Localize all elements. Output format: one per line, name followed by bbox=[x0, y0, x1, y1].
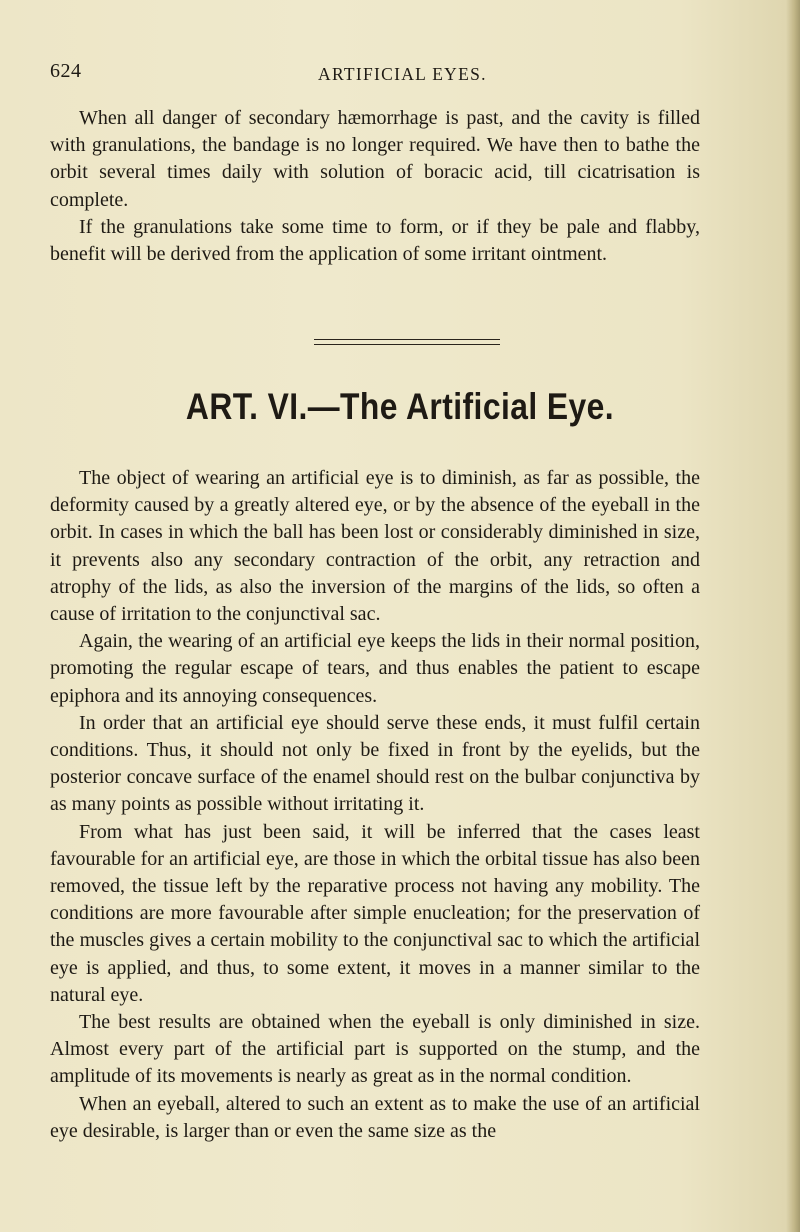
page-number: 624 bbox=[50, 60, 82, 82]
section-1-text bbox=[50, 105, 700, 268]
paragraph: The best results are obtained when the eyeball is only diminished in size. Almost every part of the artificial part is supported on the stump, and the amplitude of its movements is nearly as great as in the normal condition. bbox=[50, 1011, 700, 1088]
paragraph: When all danger of secondary hæmorrhage is past, and the cavity is filled with granulations, the bandage is no longer required. We have then to bathe the orbit several times daily with solution of boracic acid, till cicatrisation is complete. bbox=[50, 107, 700, 211]
section-2-text bbox=[50, 465, 700, 1145]
paragraph: Again, the wearing of an artificial eye keeps the lids in their normal position, promoting the regular escape of tears, and thus enables the patient to escape epiphora and its annoying consequences. bbox=[50, 630, 700, 707]
section-divider-rule bbox=[314, 339, 500, 340]
paragraph: If the granulations take some time to form, or if they be pale and flabby, benefit will be derived from the application of some irritant ointment. bbox=[50, 215, 700, 266]
paragraph: From what has just been said, it will be inferred that the cases least favourable for an artificial eye, are those in which the orbital tissue has also been removed, the tissue left by the reparative process not having any mobility. The conditions are more favourable after simple enucleation; for the preservation of the muscles gives a certain mobility to the conjunctival sac to which the artificial eye is applied, and thus, to some extent, it moves in a manner similar to the natural eye. bbox=[50, 820, 700, 1006]
page-header bbox=[0, 56, 800, 90]
page-edge-shadow bbox=[786, 0, 800, 1232]
paragraph: The object of wearing an artificial eye is to diminish, as far as possible, the deformity caused by a greatly altered eye, or by the absence of the eyeball in the orbit. In cases in which the ball has been lost or considerably diminished in size, it prevents also any secondary contraction of the orbit, any retraction and atrophy of the lids, as also the inversion of the margins of the lids, so often a cause of irritation to the conjunctival sac. bbox=[50, 467, 700, 626]
paragraph: In order that an artificial eye should serve these ends, it must fulfil certain conditions. Thus, it should not only be fixed in front by the eyelids, but the posterior concave surface of the enamel should rest on the bulbar conjunctiva by as many points as possible without irritating it. bbox=[50, 711, 700, 816]
section-divider-rule bbox=[314, 344, 500, 345]
section-heading: ART. VI.—The Artificial Eye. bbox=[185, 386, 615, 427]
paragraph: When an eyeball, altered to such an extent as to make the use of an artificial eye desirable, is larger than or even the same size as the bbox=[50, 1092, 700, 1142]
running-head: ARTIFICIAL EYES. bbox=[318, 64, 487, 84]
